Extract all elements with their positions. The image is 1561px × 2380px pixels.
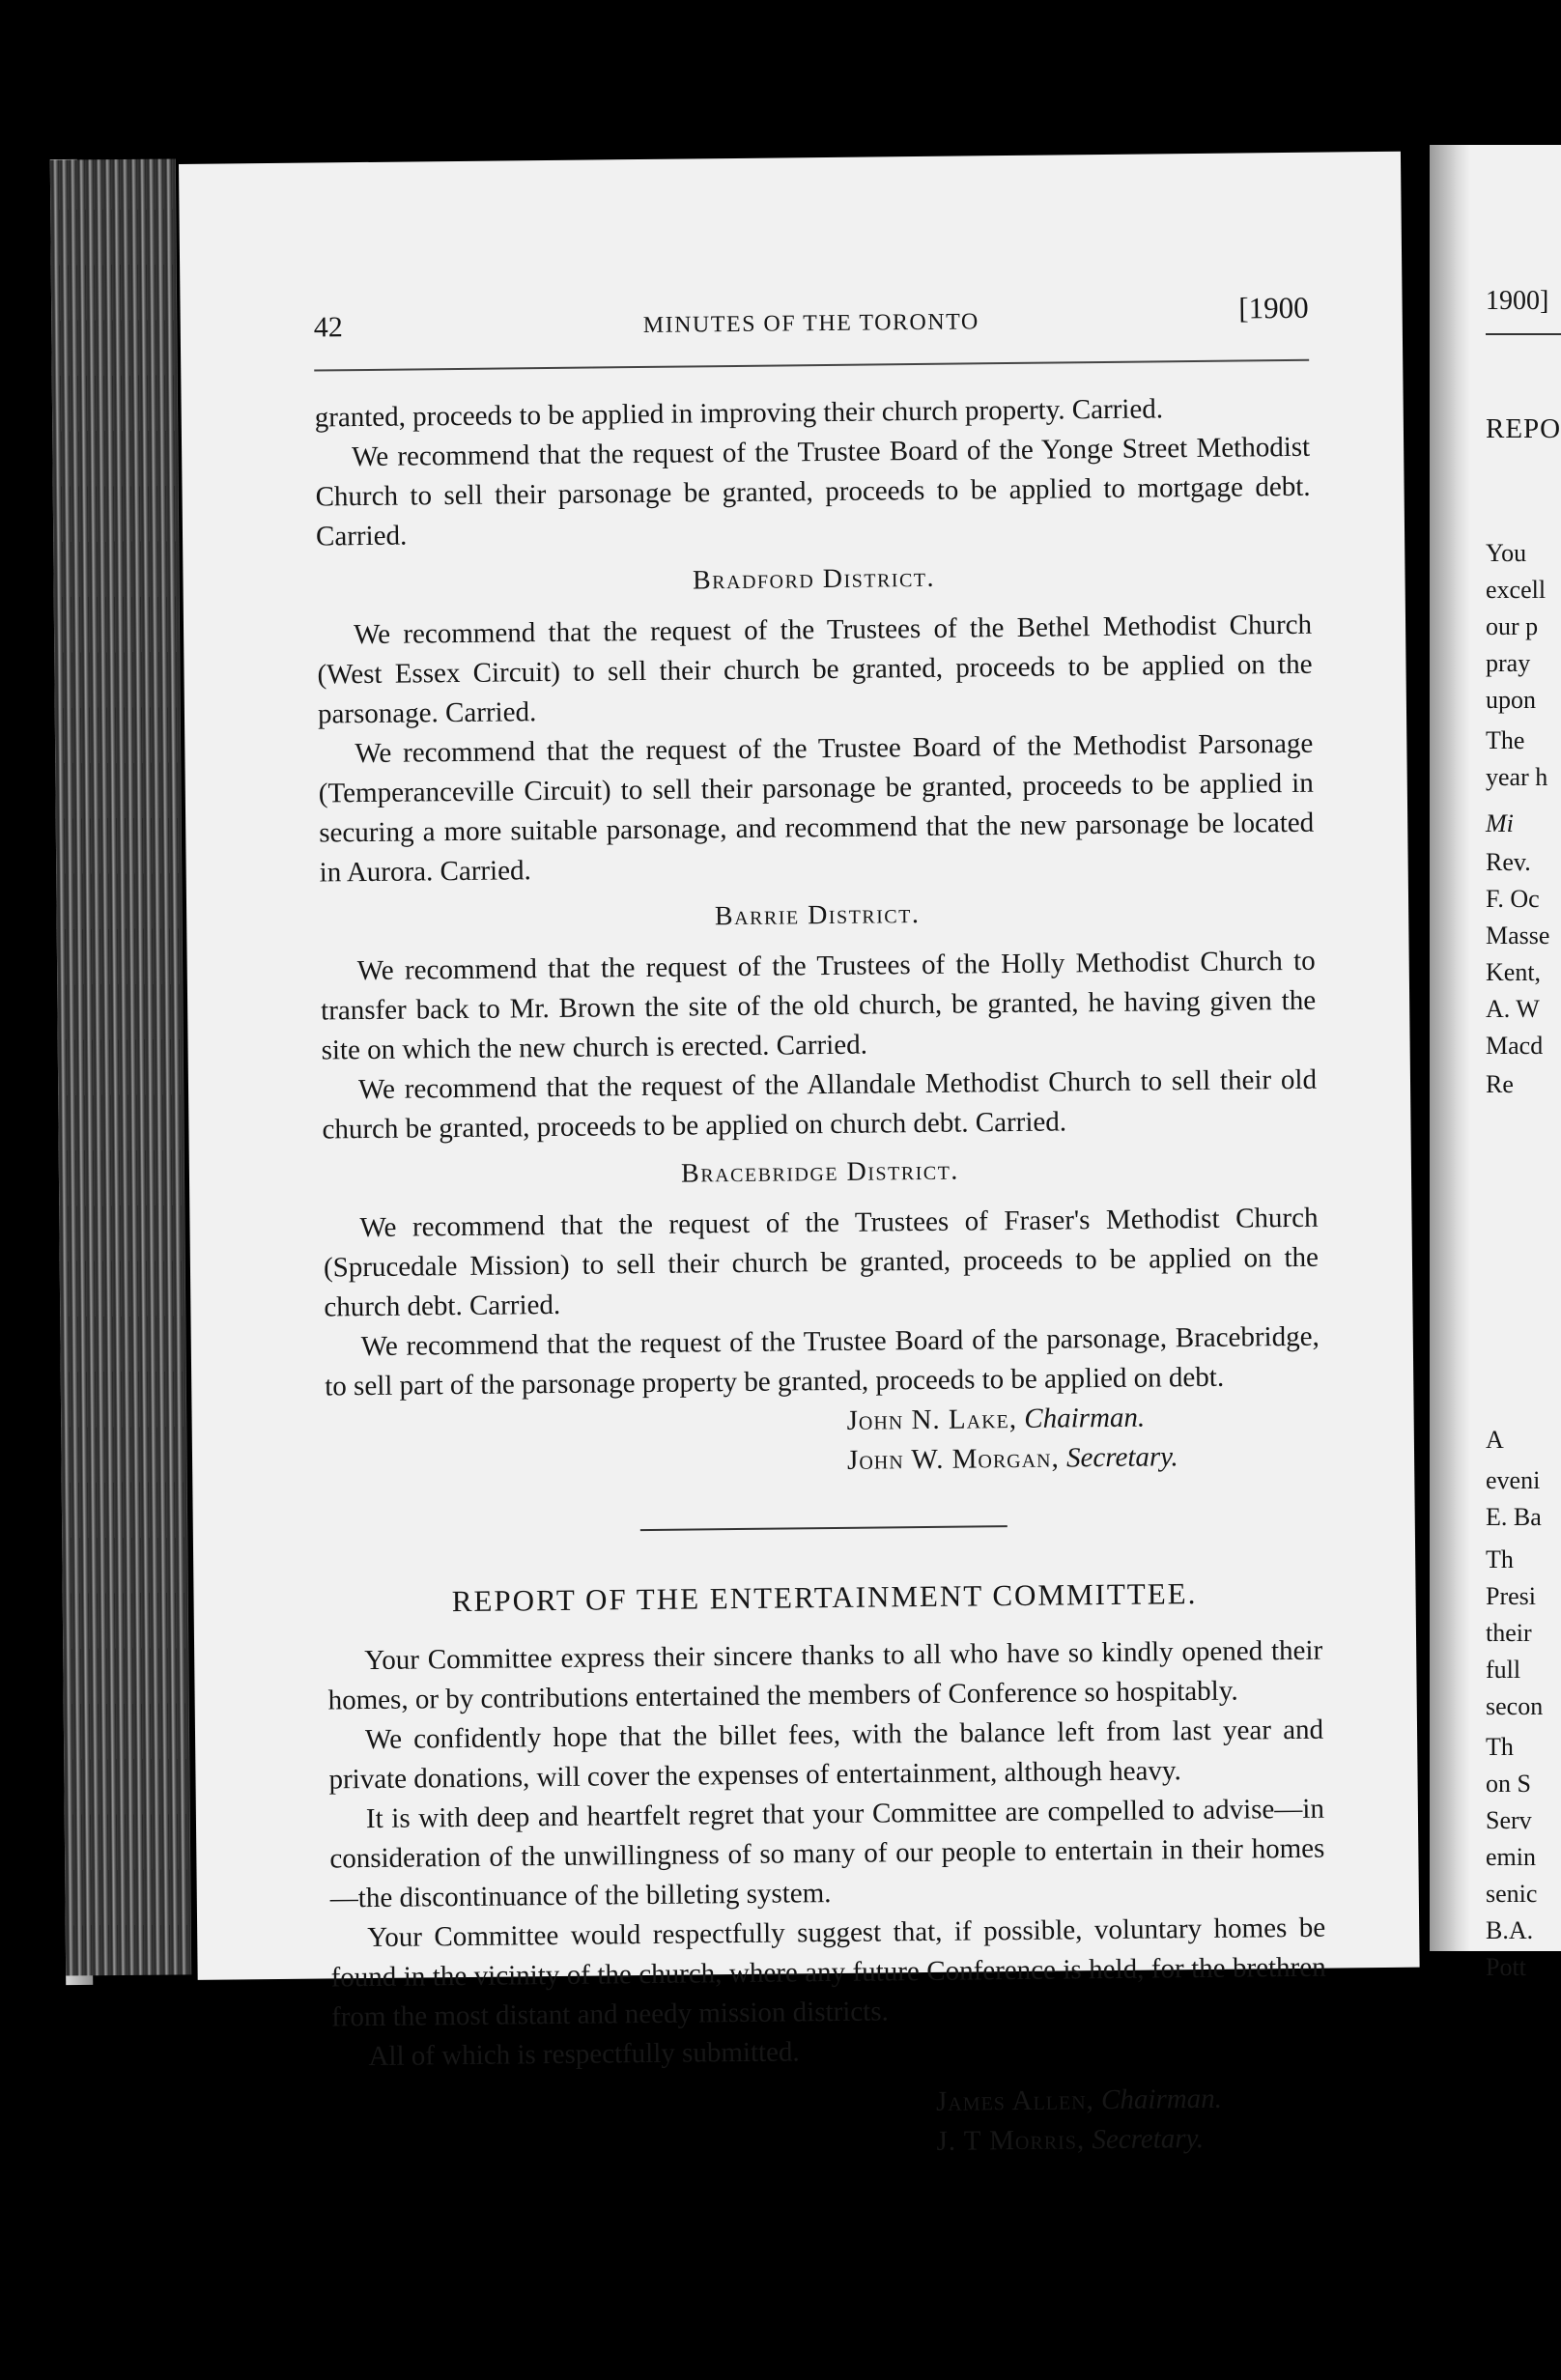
signature-line	[936, 2079, 1327, 2122]
facing-line: Th	[1486, 1733, 1514, 1761]
facing-line: A. W	[1486, 995, 1540, 1023]
facing-line: Pott	[1486, 1953, 1526, 1981]
facing-line: excell	[1486, 576, 1547, 604]
district-heading: Bradford District.	[692, 562, 936, 596]
facing-line: their	[1486, 1619, 1532, 1647]
running-year: [1900	[1238, 290, 1309, 326]
signatory-name: John W. Morgan,	[846, 1442, 1060, 1476]
paragraph: It is with deep and heartfelt regret that your Committee are compelled to advise—in consideration of the unwillingness of so many of our people to entertain in their homes—the discontinuance of the billeting system.	[329, 1793, 1325, 1914]
header-rule	[314, 359, 1309, 372]
facing-line: year h	[1486, 763, 1548, 791]
paragraph: Your Committee would respectfully suggest that, if possible, voluntary homes be found in the vicinity of the church, where any future Conference is held, for the brethren from the most distant and needy mission districts.	[330, 1912, 1326, 2033]
facing-line: Th	[1486, 1545, 1514, 1573]
facing-line: pray	[1486, 649, 1531, 677]
paragraph: We confidently hope that the billet fees, with the balance left from last year and private donations, will cover the expenses of entertainment, although heavy.	[328, 1714, 1324, 1796]
facing-line: full	[1486, 1656, 1521, 1684]
facing-line: 1900]	[1486, 286, 1549, 316]
page-number: 42	[313, 311, 343, 344]
signature-line	[846, 1397, 1320, 1441]
facing-line: Mi	[1486, 809, 1514, 837]
paragraph: Your Committee express their sincere thanks to all who have so kindly opened their homes, or by contributions entertained the members of Conference so hospitably.	[327, 1634, 1323, 1716]
facing-line: Presi	[1486, 1582, 1536, 1610]
facing-line: on S	[1486, 1770, 1531, 1798]
facing-line: Rev.	[1486, 848, 1531, 876]
signature-block	[846, 1397, 1320, 1481]
paragraph: We recommend that the request of the Trustee Board of the Methodist Parsonage (Temperanceville Circuit) to sell their parsonage be granted, proceeds to be applied in securing a more suitable parsonage, and recommend that the new parsonage be located in Aurora. Carried.	[318, 727, 1315, 889]
district-heading: Bracebridge District.	[680, 1155, 959, 1189]
report-title: REPORT OF THE ENTERTAINMENT COMMITTEE.	[451, 1576, 1198, 1619]
district-heading: Barrie District.	[714, 899, 921, 932]
paragraph: We recommend that the request of the Allandale Methodist Church to sell their old church be granted, proceeds to be applied on church debt. Carried.	[322, 1063, 1318, 1146]
paragraph: We recommend that the request of the Trustees of Fraser's Methodist Church (Sprucedale Mission) to sell their church be granted, proceeds to be applied on the church debt. Carried.	[323, 1202, 1320, 1323]
left-page	[179, 152, 1420, 2157]
facing-rule	[1486, 333, 1561, 335]
signatory-role: Secretary.	[1092, 2123, 1205, 2156]
signatory-role: Chairman.	[1100, 2082, 1223, 2116]
facing-line: our p	[1486, 612, 1539, 640]
signature-block	[936, 2079, 1328, 2162]
facing-line: B.A.	[1486, 1916, 1534, 1944]
signature-line	[936, 2118, 1327, 2162]
facing-line: A	[1486, 1426, 1504, 1454]
facing-line: You	[1486, 539, 1527, 567]
facing-line: F. Oc	[1486, 885, 1540, 913]
facing-line: Re	[1486, 1070, 1514, 1098]
facing-line: senic	[1486, 1880, 1538, 1908]
signatory-name: John N. Lake,	[846, 1402, 1018, 1436]
gutter-shadow	[1430, 145, 1470, 1951]
paragraph: We recommend that the request of the Trustees of the Holly Methodist Church to transfer back to Mr. Brown the site of the old church, be granted, he having given the site on which the new church is erected. Carried.	[321, 945, 1317, 1066]
facing-line: The	[1486, 726, 1525, 754]
section-separator	[640, 1525, 1008, 1531]
running-title: MINUTES OF THE TORONTO	[642, 309, 979, 338]
signatory-name: James Allen,	[935, 2084, 1095, 2117]
signature-line	[847, 1436, 1320, 1481]
running-head	[313, 288, 1309, 358]
signatory-name: J. T Morris,	[936, 2124, 1086, 2157]
facing-line: Masse	[1486, 921, 1550, 949]
facing-line: Serv	[1486, 1806, 1532, 1834]
facing-page	[1430, 145, 1561, 1981]
page-edges	[50, 158, 191, 1975]
facing-line: Kent,	[1486, 958, 1542, 986]
signatory-role: Chairman.	[1024, 1402, 1146, 1434]
facing-line: REPO	[1486, 413, 1561, 444]
paragraph: We recommend that the request of the Trustees of the Bethel Methodist Church (West Essex Circuit) to sell their church be granted, proceeds to be applied on the parsonage. Carried.	[317, 609, 1313, 730]
facing-line: upon	[1486, 686, 1536, 714]
paragraph: granted, proceeds to be applied in improving their church property. Carried.	[314, 393, 1164, 434]
paragraph: All of which is respectfully submitted.	[368, 2036, 800, 2073]
facing-line: emin	[1486, 1843, 1536, 1871]
paragraph: We recommend that the request of the Trustee Board of the Yonge Street Methodist Church to sell their parsonage be granted, proceeds to be applied to mortgage debt. Carried.	[315, 431, 1311, 552]
paragraph: We recommend that the request of the Trustee Board of the parsonage, Bracebridge, to sell part of the parsonage property be granted, proceeds to be applied on debt.	[325, 1320, 1320, 1402]
signatory-role: Secretary.	[1065, 1441, 1178, 1474]
facing-line: E. Ba	[1486, 1503, 1542, 1531]
facing-line: secon	[1486, 1692, 1544, 1720]
facing-line: Macd	[1486, 1032, 1544, 1060]
page-content	[313, 288, 1327, 2168]
facing-line: eveni	[1486, 1466, 1541, 1494]
